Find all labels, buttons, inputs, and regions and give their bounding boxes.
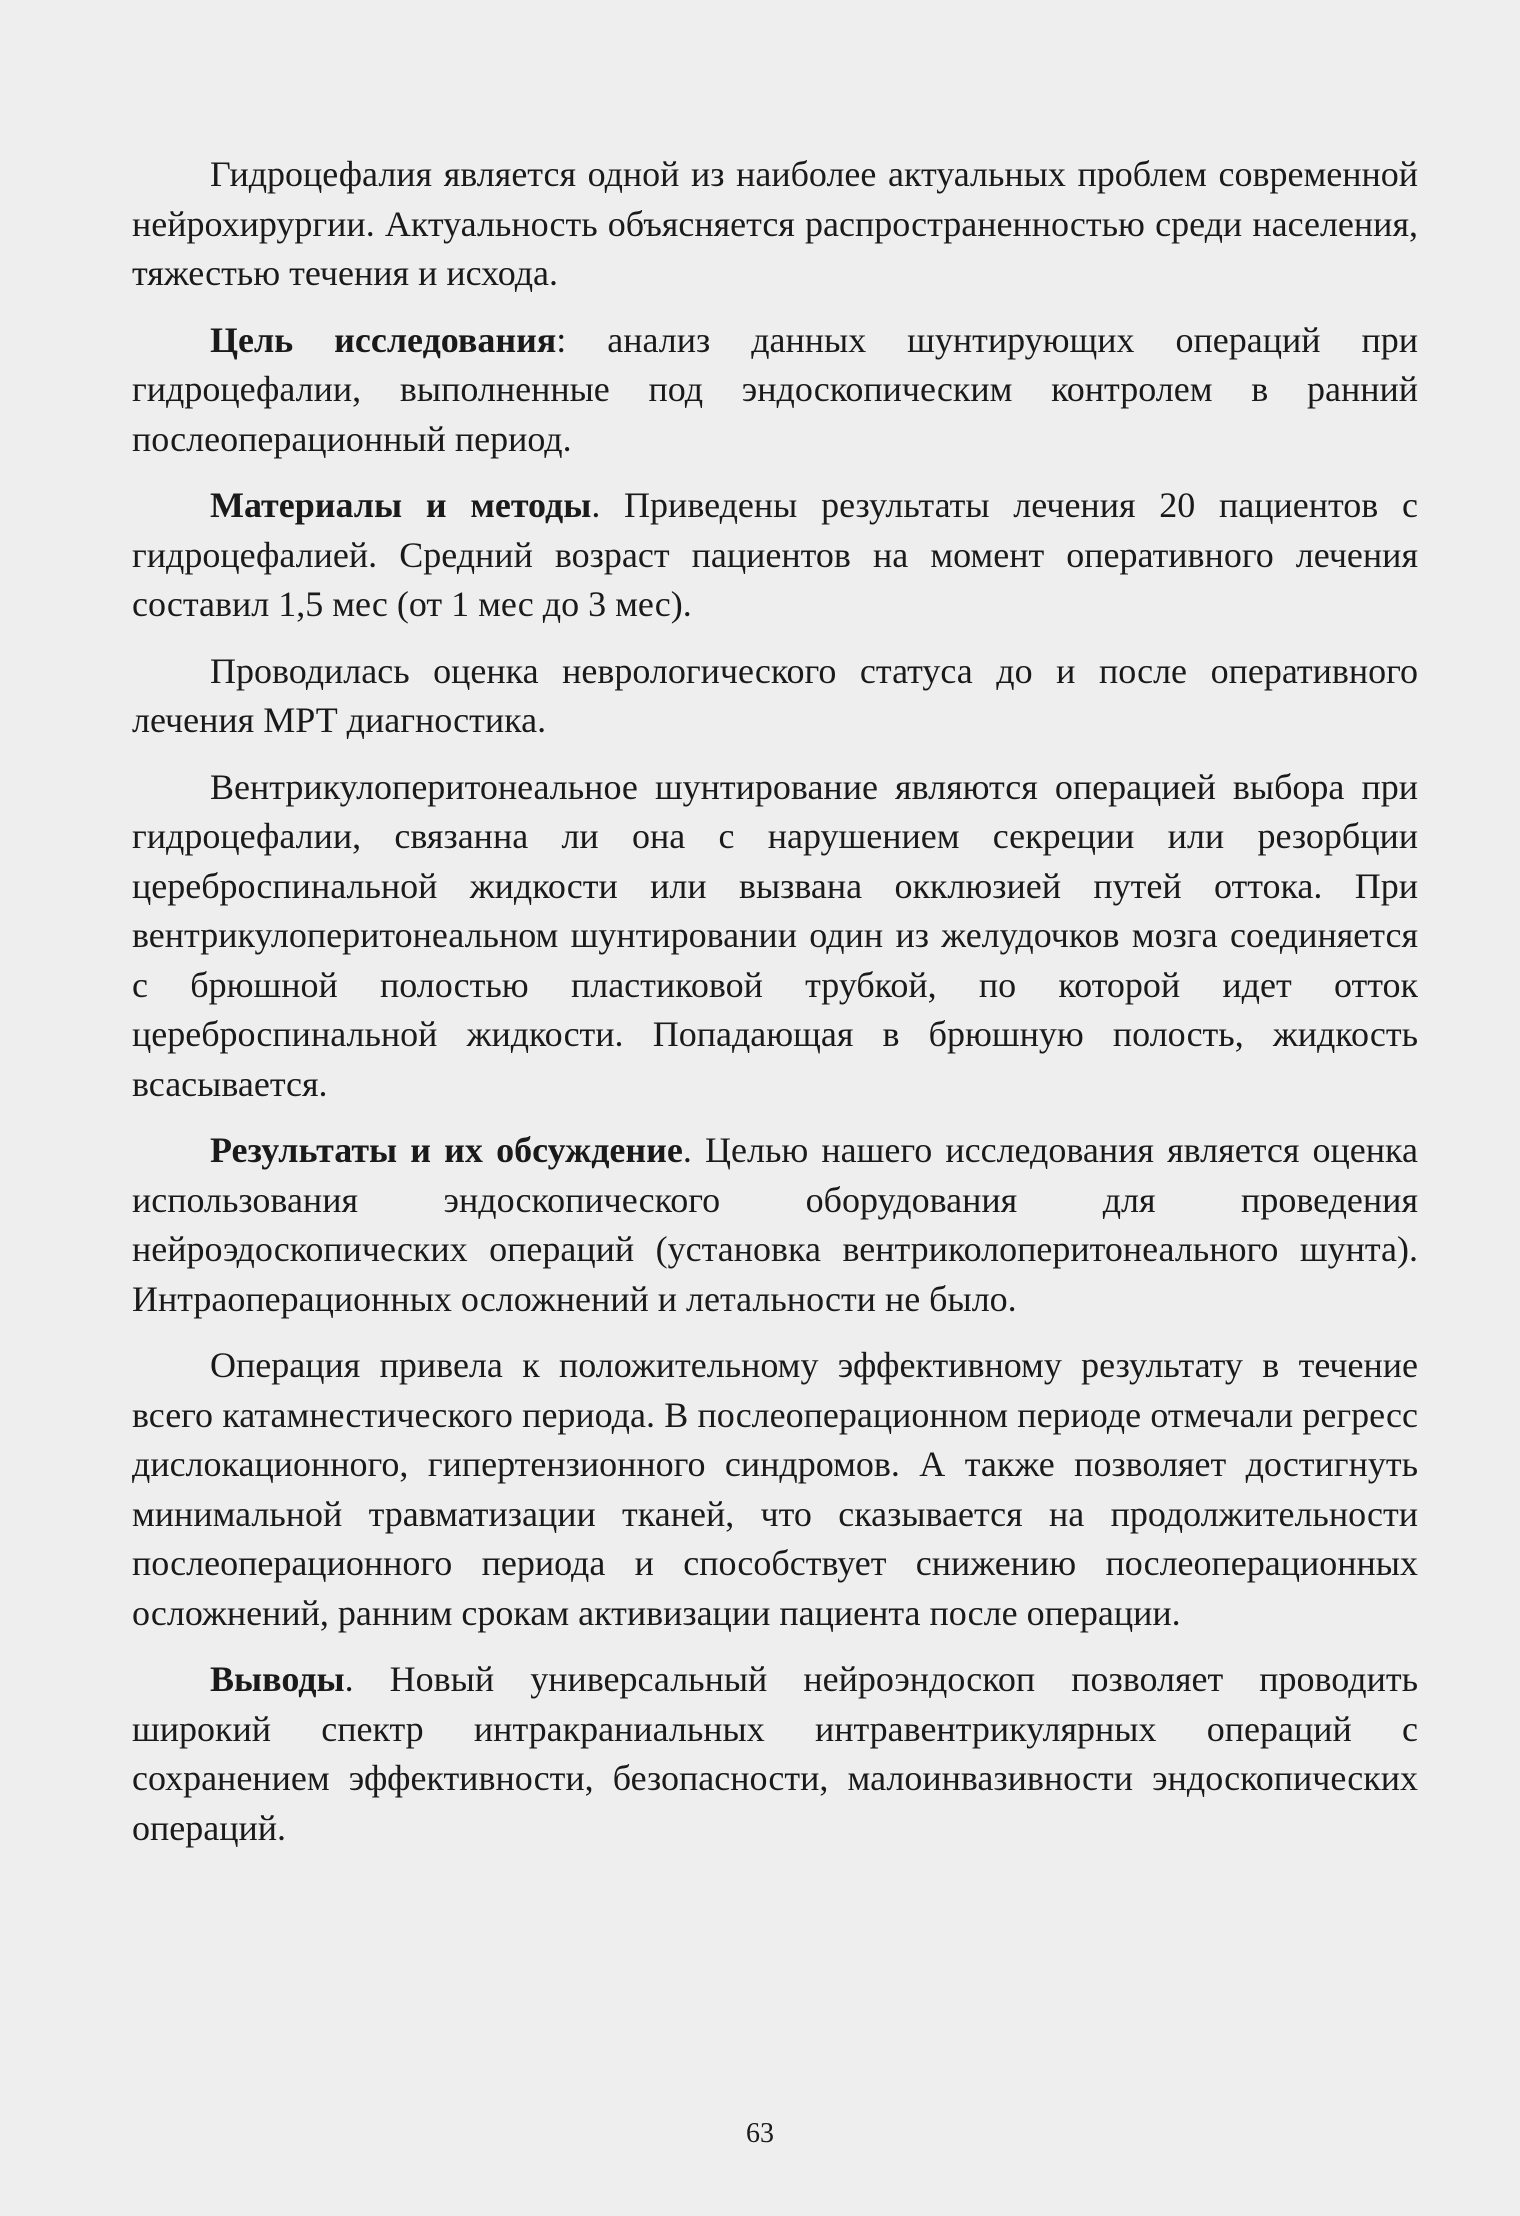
page-number: 63: [746, 2118, 774, 2149]
paragraph-assessment: [132, 647, 1418, 746]
paragraph-lead: Цель исследования: [210, 319, 557, 360]
paragraph-shunting: [132, 763, 1418, 1110]
paragraph-text: : анализ данных шунтирующих операций при гидроцефалии, выполненные под эндоскопическим контролем в ранний послеоперационный период.: [132, 319, 1418, 459]
paragraph-results: [132, 1126, 1418, 1324]
paragraph-intro: [132, 150, 1418, 299]
paragraph-text: Операция привела к положительному эффективному результату в течение всего катамнестического периода. В послеоперационном периоде отмечали регресс дислокационного, гипертензионного синдромов. А также позволяет достигнуть минимальной травматизации тканей, что сказывается на продолжительности послеоперационного периода и способствует снижению послеоперационных осложнений, ранним срокам активизации пациента после операции.: [132, 1345, 1418, 1633]
paragraph-text: . Приведены результаты лечения 20 пациентов с гидроцефалией. Средний возраст пациентов на момент оперативного лечения составил 1,5 мес (от 1 мес до 3 мес).: [132, 485, 1418, 624]
paragraph-outcome: [132, 1341, 1418, 1638]
paragraph-text: Гидроцефалия является одной из наиболее актуальных проблем современной нейрохирургии. Актуальность объясняется распространенностью среди населения, тяжестью течения и исхода.: [132, 154, 1418, 293]
paragraph-text: . Целью нашего исследования является оценка использования эндоскопического оборудования для проведения нейроэдоскопических операций (установка вентриколоперитонеального шунта). Интраоперационных осложнений и летальности не было.: [132, 1130, 1418, 1319]
paragraph-lead: Результаты и их обсуждение: [210, 1130, 683, 1170]
paragraph-text: . Новый универсальный нейроэндоскоп позволяет проводить широкий спектр интракраниальных интравентрикулярных операций с сохранением эффективности, безопасности, малоинвазивности эндоскопических операций.: [132, 1659, 1418, 1848]
article-body: [132, 150, 1418, 1853]
paragraph-methods: [132, 481, 1418, 630]
paragraph-lead: Материалы и методы: [210, 485, 592, 525]
paragraph-text: Вентрикулоперитонеальное шунтирование являются операцией выбора при гидроцефалии, связанна ли она с нарушением секреции или резорбции цереброспинальной жидкости или вызвана окклюзией путей оттока. При вентрикулоперитонеальном шунтировании один из желудочков мозга соединяется с брюшной полостью пластиковой трубкой, по которой идет отток цереброспинальной жидкости. Попадающая в брюшную полость, жидкость всасывается.: [132, 766, 1418, 1104]
paragraph-conclusions: [132, 1655, 1418, 1853]
paragraph-aim: [132, 316, 1418, 465]
paragraph-lead: Выводы: [210, 1659, 345, 1699]
paragraph-text: Проводилась оценка неврологического статуса до и после оперативного лечения МРТ диагностика.: [132, 650, 1418, 740]
